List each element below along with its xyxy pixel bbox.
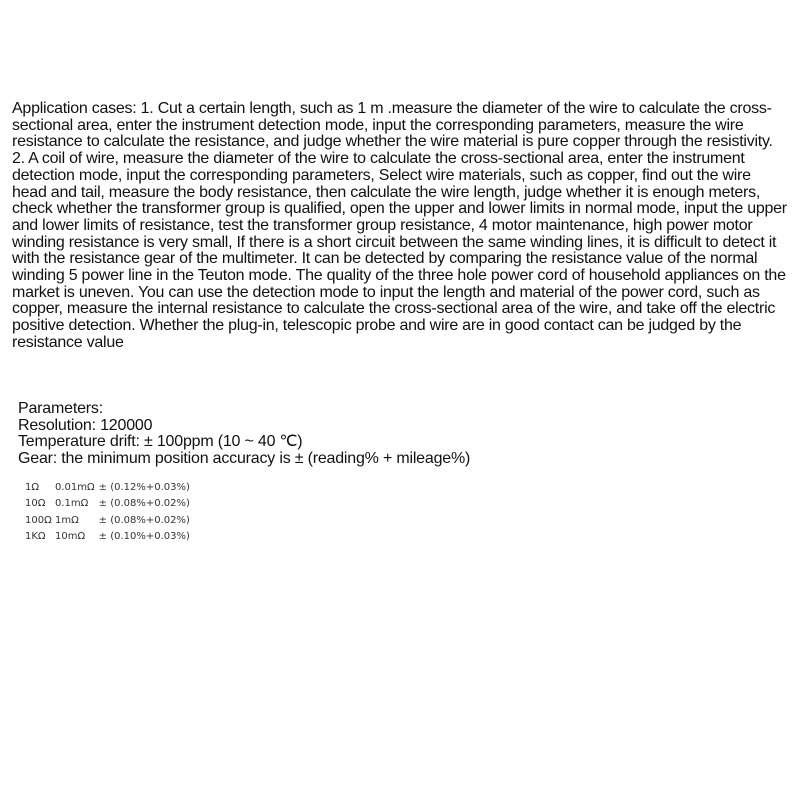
resolution-cell: 1mΩ [55,514,79,526]
resolution-cell: 0.1mΩ [55,498,89,510]
accuracy-cell: ± (0.12%+0.03%) [98,481,190,493]
accuracy-cell: ± (0.08%+0.02%) [98,498,190,510]
table-row [25,479,190,496]
resolution-cell: 0.01mΩ [55,481,95,493]
application-cases-paragraph: Application cases: 1. Cut a certain length, such as 1 m .measure the diameter of the wire to calculate the cross-sectional area, enter the instrument detection mode, input the corresponding parameters, measure the wire resistance to calculate the resistance, and judge whether the wire material is pure copper through the resistivity. 2. A coil of wire, measure the diameter of the wire to calculate the cross-sectional area, enter the instrument detection mode, input the corresponding parameters, Select wire materials, such as copper, find out the wire head and tail, measure the body resistance, then calculate the wire length, judge whether it is enough meters, check whether the transformer group is qualified, open the upper and lower limits in normal mode, input the upper and lower limits of resistance, test the transformer group resistance, 4 motor maintenance, high power motor winding resistance is very small, If there is a short circuit between the same winding lines, it is difficult to detect it with the resistance gear of the multimeter. It can be detected by comparing the resistance value of the normal winding 5 power line in the Teuton mode. The quality of the three hole power cord of household appliances on the market is uneven. You can use the detection mode to input the length and material of the power cord, such as copper, measure the internal resistance to calculate the cross-sectional area of the wire, and take off the electric positive detection. Whether the plug-in, telescopic probe and wire are in good contact can be judged by the resistance value [12,100,787,351]
gear-accuracy-spec: Gear: the minimum position accuracy is ± (reading% + mileage%) [18,449,471,467]
parameters-section [18,401,718,467]
table-row [25,496,190,513]
parameters-heading: Parameters: [18,400,103,417]
gear-accuracy-table [25,479,190,545]
range-cell: 1Ω [25,481,40,493]
range-cell: 100Ω [25,514,52,526]
table-row [25,512,190,529]
temperature-drift-spec: Temperature drift: ± 100ppm (10 ~ 40 ℃) [18,433,303,450]
accuracy-cell: ± (0.08%+0.02%) [98,514,190,526]
resolution-spec: Resolution: 120000 [18,416,153,434]
resolution-cell: 10mΩ [55,531,86,543]
accuracy-cell: ± (0.10%+0.03%) [98,531,190,543]
range-cell: 10Ω [25,498,46,510]
range-cell: 1KΩ [25,531,46,543]
table-row [25,529,190,546]
